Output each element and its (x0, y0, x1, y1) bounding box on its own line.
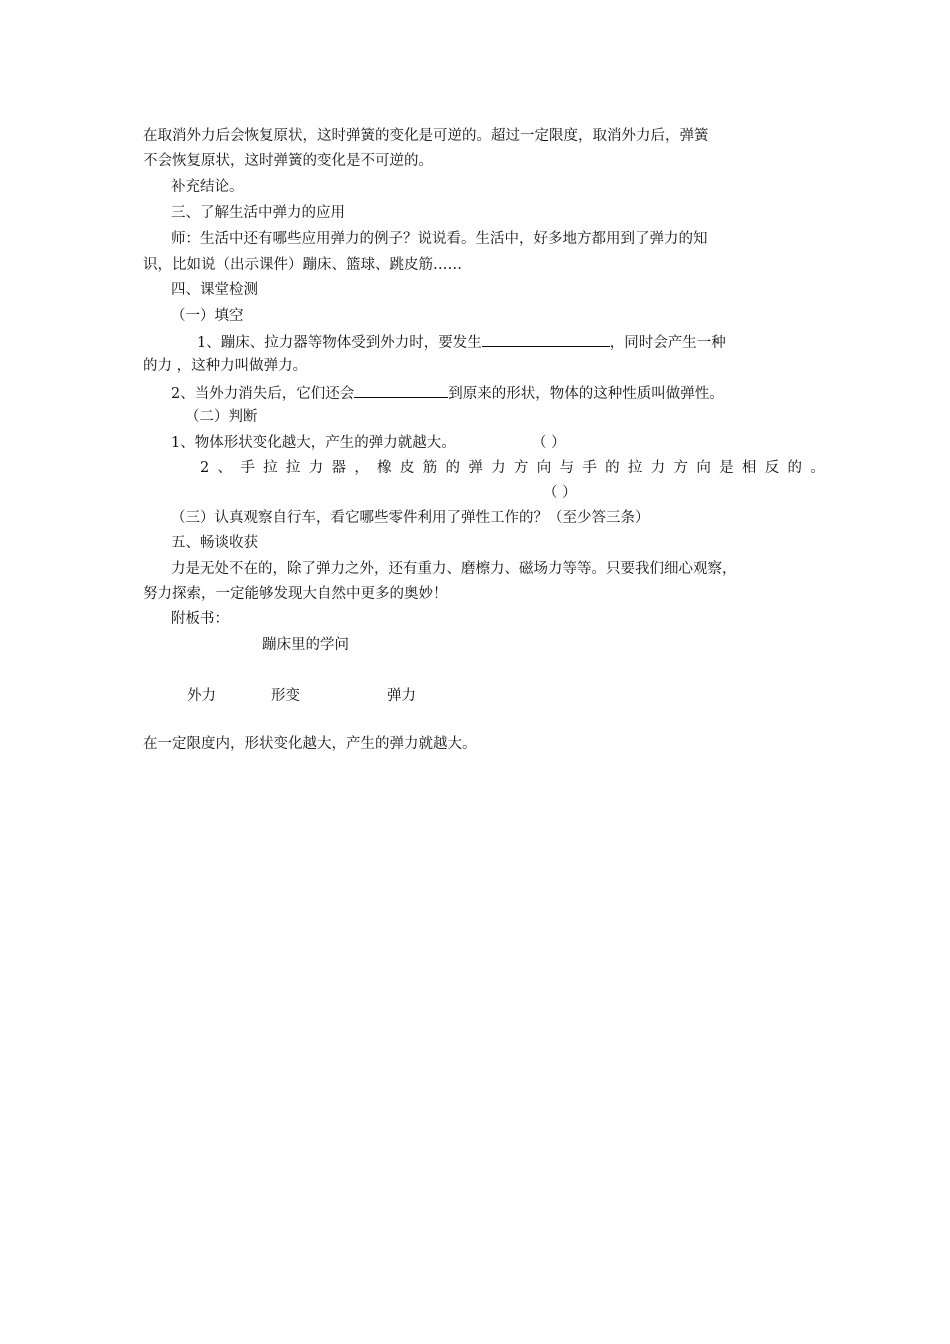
board-label: 附板书： (171, 611, 229, 627)
question-line: 的力 ，这种力叫做弹力。 (143, 358, 308, 374)
question-line: （三）认真观察自行车，看它哪些零件利用了弹性工作的？（至少答三条） (171, 510, 650, 526)
answer-parentheses[interactable]: （ ） (543, 485, 577, 501)
answer-blank[interactable] (354, 382, 448, 398)
question-text: 1、蹦床、拉力器等物体受到外力时，要发生 (197, 335, 482, 351)
question-text: ，同时会产生一种 (609, 335, 726, 351)
subsection-heading: （一）填空 (171, 308, 244, 324)
conclusion-line: 在一定限度内，形状变化越大，产生的弹力就越大。 (143, 736, 477, 752)
question-line (171, 382, 724, 402)
board-term: 形变 (271, 688, 300, 704)
question-text: 到原来的形状，物体的这种性质叫做弹性。 (448, 386, 724, 402)
supplement-line: 补充结论。 (171, 179, 244, 195)
paragraph-line: 不会恢复原状，这时弹簧的变化是不可逆的。 (143, 153, 433, 169)
paragraph-line: 师：生活中还有哪些应用弹力的例子？说说看。生活中，好多地方都用到了弹力的知 (171, 231, 708, 247)
section-heading: 四、课堂检测 (171, 282, 258, 298)
board-term: 弹力 (387, 688, 416, 704)
question-line (197, 331, 726, 351)
section-heading: 五、畅谈收获 (171, 535, 258, 551)
subsection-heading: （二）判断 (185, 409, 258, 425)
section-heading: 三、了解生活中弹力的应用 (171, 205, 345, 221)
paragraph-line: 努力探索，一定能够发现大自然中更多的奥妙！ (143, 586, 448, 602)
question-text: 2、当外力消失后，它们还会 (171, 386, 355, 402)
answer-blank[interactable] (482, 331, 610, 347)
judge-question: 1、物体形状变化越大，产生的弹力就越大。 (171, 435, 456, 451)
answer-parentheses[interactable]: （ ） (532, 435, 566, 451)
board-term: 外力 (187, 688, 216, 704)
paragraph-line: 识，比如说（出示课件）蹦床、篮球、跳皮筋…… (143, 257, 462, 273)
judge-question: 2、手拉拉力器，橡皮筋的弹力方向与手的拉力方向是相反的。 (200, 460, 834, 476)
paragraph-line: 在取消外力后会恢复原状，这时弹簧的变化是可逆的。超过一定限度，取消外力后，弹簧 (143, 128, 709, 144)
paragraph-line: 力是无处不在的，除了弹力之外，还有重力、磨檫力、磁场力等等。只要我们细心观察， (171, 561, 737, 577)
board-title: 蹦床里的学问 (262, 637, 349, 653)
